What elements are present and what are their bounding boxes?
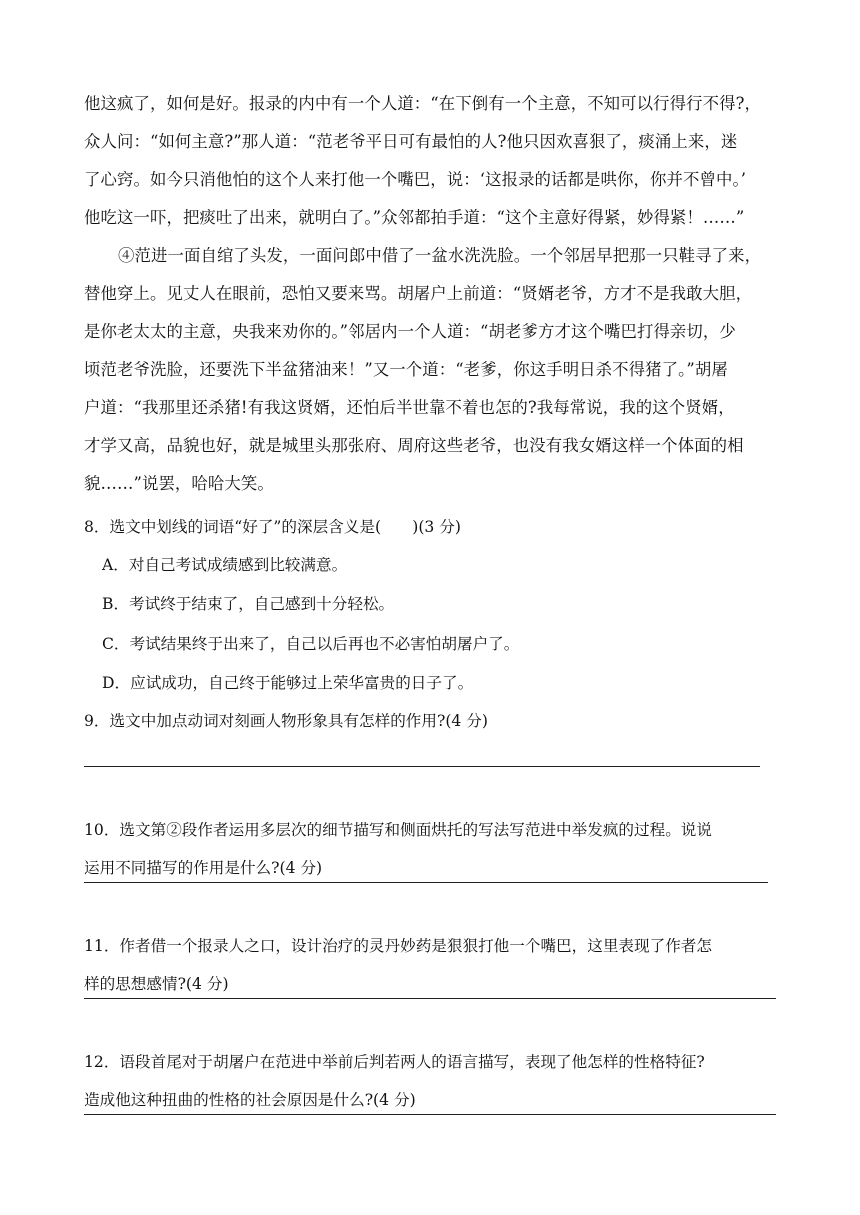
passage-line: 众人问：“如何主意?”那人道：“范老爷平日可有最怕的人?他只因欢喜狠了，痰涌上来，迷 xyxy=(84,132,738,151)
question-12-stem: 12．语段首尾对于胡屠户在范进中举前后判若两人的语言描写，表现了他怎样的性格特征? xyxy=(84,1053,705,1071)
passage-line: 顷范老爷洗脸，还要洗下半盆猪油来！”又一个道：“老爹，你这手明日杀不得猪了。”胡屠 xyxy=(84,360,728,379)
passage-line: 替他穿上。见丈人在眼前，恐怕又要来骂。胡屠户上前道：“贤婿老爷，方才不是我敢大胆， xyxy=(84,284,753,303)
answer-line-q9 xyxy=(84,766,760,767)
answer-line-q12 xyxy=(84,1114,776,1115)
passage-line: 才学又高，品貌也好，就是城里头那张府、周府这些老爷，也没有我女婿这样一个体面的相 xyxy=(84,436,744,455)
question-8-option-c: C．考试结果终于出来了，自己以后再也不必害怕胡屠户了。 xyxy=(102,635,520,653)
question-11-stem-cont: 样的思想感情?(4 分) xyxy=(84,975,229,993)
question-10-stem: 10．选文第②段作者运用多层次的细节描写和侧面烘托的写法写范进中举发疯的过程。说说 xyxy=(84,821,712,839)
question-8-stem: 8．选文中划线的词语“好了”的深层含义是( )(3 分) xyxy=(84,518,461,536)
passage-line: 了心窍。如今只消他怕的这个人来打他一个嘴巴，说：‘这报录的话都是哄你，你并不曾中。’ xyxy=(84,170,747,189)
passage-line: 他这疯了，如何是好。报录的内中有一个人道：“在下倒有一个主意，不知可以行得行不得?， xyxy=(84,94,761,113)
passage-line: 他吃这一吓，把痰吐了出来，就明白了。”众邻都拍手道：“这个主意好得紧，妙得紧！……” xyxy=(84,208,745,227)
question-8-option-b: B．考试终于结束了，自己感到十分轻松。 xyxy=(102,595,395,613)
question-9-stem: 9．选文中加点动词对刻画人物形象具有怎样的作用?(4 分) xyxy=(84,712,488,730)
question-8-option-a: A．对自己考试成绩感到比较满意。 xyxy=(102,556,348,574)
passage-line: ④范进一面自绾了头发，一面问郎中借了一盆水洗洗脸。一个邻居早把那一只鞋寻了来， xyxy=(118,246,762,265)
question-11-stem: 11．作者借一个报录人之口，设计治疗的灵丹妙药是狠狠打他一个嘴巴，这里表现了作者怎 xyxy=(84,937,712,955)
question-8-option-d: D．应试成功，自己终于能够过上荣华富贵的日子了。 xyxy=(102,674,474,692)
question-10-stem-cont: 运用不同描写的作用是什么?(4 分) xyxy=(84,859,323,877)
passage-line: 貌……”说罢，哈哈大笑。 xyxy=(84,474,274,493)
passage-line: 户道：“我那里还杀猪!有我这贤婿，还怕后半世靠不着也怎的?我每常说，我的这个贤婿， xyxy=(84,398,735,417)
passage-line: 是你老太太的主意，央我来劝你的。”邻居内一个人道：“胡老爹方才这个嘴巴打得亲切，少 xyxy=(84,322,736,341)
question-12-stem-cont: 造成他这种扭曲的性格的社会原因是什么?(4 分) xyxy=(84,1091,416,1109)
answer-line-q11 xyxy=(84,998,776,999)
answer-line-q10 xyxy=(84,882,768,883)
